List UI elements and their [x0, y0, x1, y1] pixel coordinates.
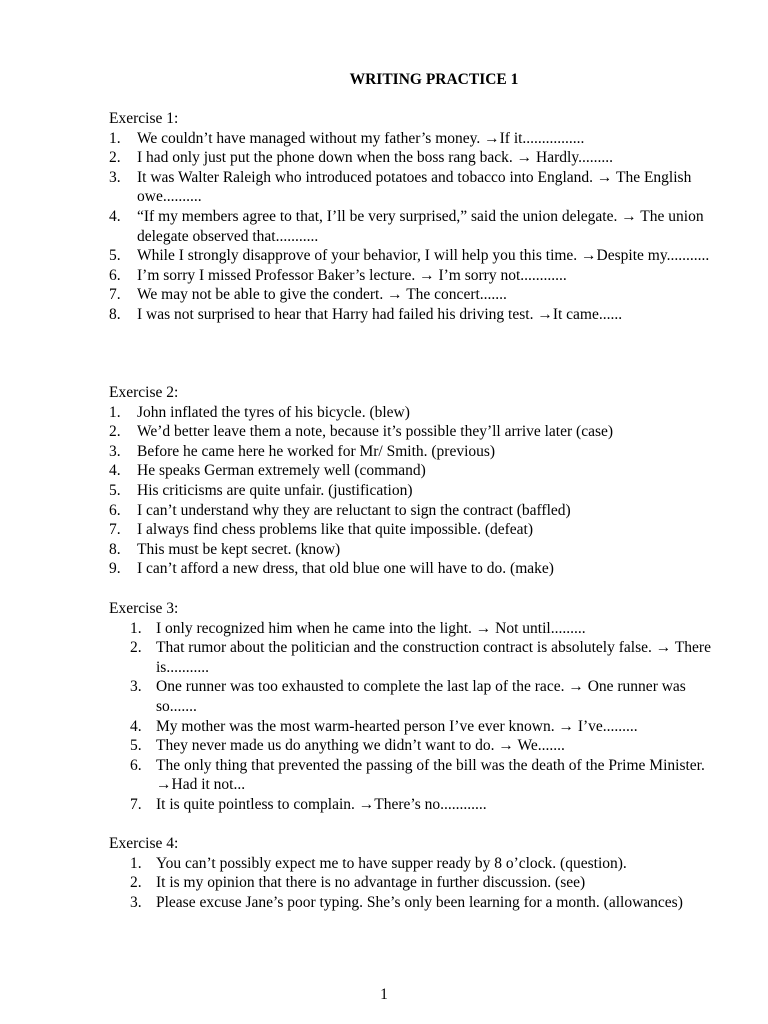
item-text: He speaks German extremely well (command)	[137, 462, 426, 480]
list-item	[109, 501, 719, 521]
item-text: You can’t possibly expect me to have supper ready by 8 o’clock. (question).	[156, 854, 627, 872]
item-text: We couldn’t have managed without my father’s money. →If it................	[137, 129, 585, 147]
item-number: 2.	[130, 639, 142, 657]
item-text: The only thing that prevented the passing of the bill was the death of the Prime Minister. →Had it not...	[156, 756, 705, 794]
item-number: 6.	[109, 501, 121, 519]
list-item	[109, 854, 719, 874]
list-item	[109, 305, 719, 325]
exercise-1	[109, 109, 719, 325]
item-text: We may not be able to give the condert. → The concert.......	[137, 286, 507, 304]
item-text: Before he came here he worked for Mr/ Smith. (previous)	[137, 442, 496, 460]
item-number: 6.	[130, 756, 142, 774]
list-item	[109, 168, 719, 207]
item-number: 2.	[109, 149, 121, 167]
item-text: I can’t understand why they are reluctant to sign the contract (baffled)	[137, 501, 571, 519]
exercise-heading: Exercise 1:	[109, 110, 179, 127]
list-item	[109, 461, 719, 481]
page-title: WRITING PRACTICE 1	[349, 71, 519, 88]
item-number: 5.	[109, 247, 121, 265]
item-number: 8.	[109, 305, 121, 323]
exercise-list	[109, 403, 719, 579]
item-number: 4.	[130, 717, 142, 735]
list-item	[109, 559, 719, 579]
item-text: I was not surprised to hear that Harry had failed his driving test. →It came......	[137, 305, 623, 323]
item-text: I only recognized him when he came into the light. → Not until.........	[156, 619, 586, 637]
item-number: 5.	[130, 737, 142, 755]
list-item	[109, 873, 719, 893]
item-text: My mother was the most warm-hearted person I’ve ever known. → I’ve.........	[156, 717, 638, 735]
item-number: 3.	[109, 442, 121, 460]
item-number: 7.	[130, 795, 142, 813]
item-number: 1.	[130, 619, 142, 637]
exercise-list	[109, 129, 719, 325]
item-text: One runner was too exhausted to complete the last lap of the race. → One runner was so.......	[156, 678, 686, 715]
exercise-3	[109, 599, 719, 815]
list-item	[109, 717, 719, 737]
item-number: 4.	[109, 462, 121, 480]
list-item	[109, 148, 719, 168]
item-number: 9.	[109, 560, 121, 578]
item-text: That rumor about the politician and the construction contract is absolutely false. → There is...........	[156, 639, 711, 676]
item-number: 1.	[109, 403, 121, 421]
list-item	[109, 520, 719, 540]
item-text: It is quite pointless to complain. →There’s no............	[156, 795, 487, 813]
item-number: 6.	[109, 266, 121, 284]
item-text: We’d better leave them a note, because it’s possible they’ll arrive later (case)	[137, 423, 614, 441]
exercise-heading: Exercise 2:	[109, 384, 179, 401]
item-text: They never made us do anything we didn’t want to do. → We.......	[156, 737, 565, 755]
item-text: I always find chess problems like that quite impossible. (defeat)	[137, 521, 534, 539]
list-item	[109, 736, 719, 756]
list-item	[109, 619, 719, 639]
item-number: 3.	[130, 678, 142, 696]
item-number: 3.	[109, 168, 121, 186]
item-text: Please excuse Jane’s poor typing. She’s only been learning for a month. (allowances)	[156, 893, 683, 911]
list-item	[109, 266, 719, 286]
item-text: I’m sorry I missed Professor Baker’s lecture. → I’m sorry not............	[137, 266, 567, 284]
item-text: I had only just put the phone down when the boss rang back. → Hardly.........	[137, 149, 613, 167]
exercise-list	[109, 854, 719, 913]
exercise-2	[109, 383, 719, 579]
list-item	[109, 481, 719, 501]
item-number: 4.	[109, 207, 121, 225]
exercise-4	[109, 834, 719, 912]
item-text: While I strongly disapprove of your behavior, I will help you this time. →Despite my...........	[137, 247, 710, 265]
item-text: “If my members agree to that, I’ll be very surprised,” said the union delegate. → The union delegate observed that...........	[137, 207, 704, 245]
list-item	[109, 129, 719, 149]
item-number: 7.	[109, 521, 121, 539]
item-text: It was Walter Raleigh who introduced potatoes and tobacco into England. → The English owe..........	[137, 168, 692, 206]
list-item	[109, 207, 719, 246]
item-text: This must be kept secret. (know)	[137, 540, 341, 558]
list-item	[109, 403, 719, 423]
item-number: 1.	[109, 129, 121, 147]
list-item	[109, 893, 719, 913]
exercise-heading: Exercise 3:	[109, 600, 179, 617]
item-text: It is my opinion that there is no advantage in further discussion. (see)	[156, 874, 586, 892]
item-number: 2.	[130, 874, 142, 892]
item-number: 3.	[130, 893, 142, 911]
item-text: I can’t afford a new dress, that old blue one will have to do. (make)	[137, 560, 554, 578]
item-number: 1.	[130, 854, 142, 872]
item-text: John inflated the tyres of his bicycle. (blew)	[137, 403, 410, 421]
list-item	[109, 422, 719, 442]
list-item	[109, 638, 719, 677]
list-item	[109, 540, 719, 560]
list-item	[109, 246, 719, 266]
item-number: 2.	[109, 423, 121, 441]
list-item	[109, 756, 719, 795]
list-item	[109, 677, 719, 716]
list-item	[109, 795, 719, 815]
item-text: His criticisms are quite unfair. (justification)	[137, 481, 413, 499]
item-number: 7.	[109, 286, 121, 304]
item-number: 5.	[109, 481, 121, 499]
exercise-heading: Exercise 4:	[109, 835, 179, 852]
list-item	[109, 442, 719, 462]
list-item	[109, 285, 719, 305]
exercise-list	[109, 619, 719, 815]
item-number: 8.	[109, 540, 121, 558]
page-number: 1	[380, 986, 388, 1003]
